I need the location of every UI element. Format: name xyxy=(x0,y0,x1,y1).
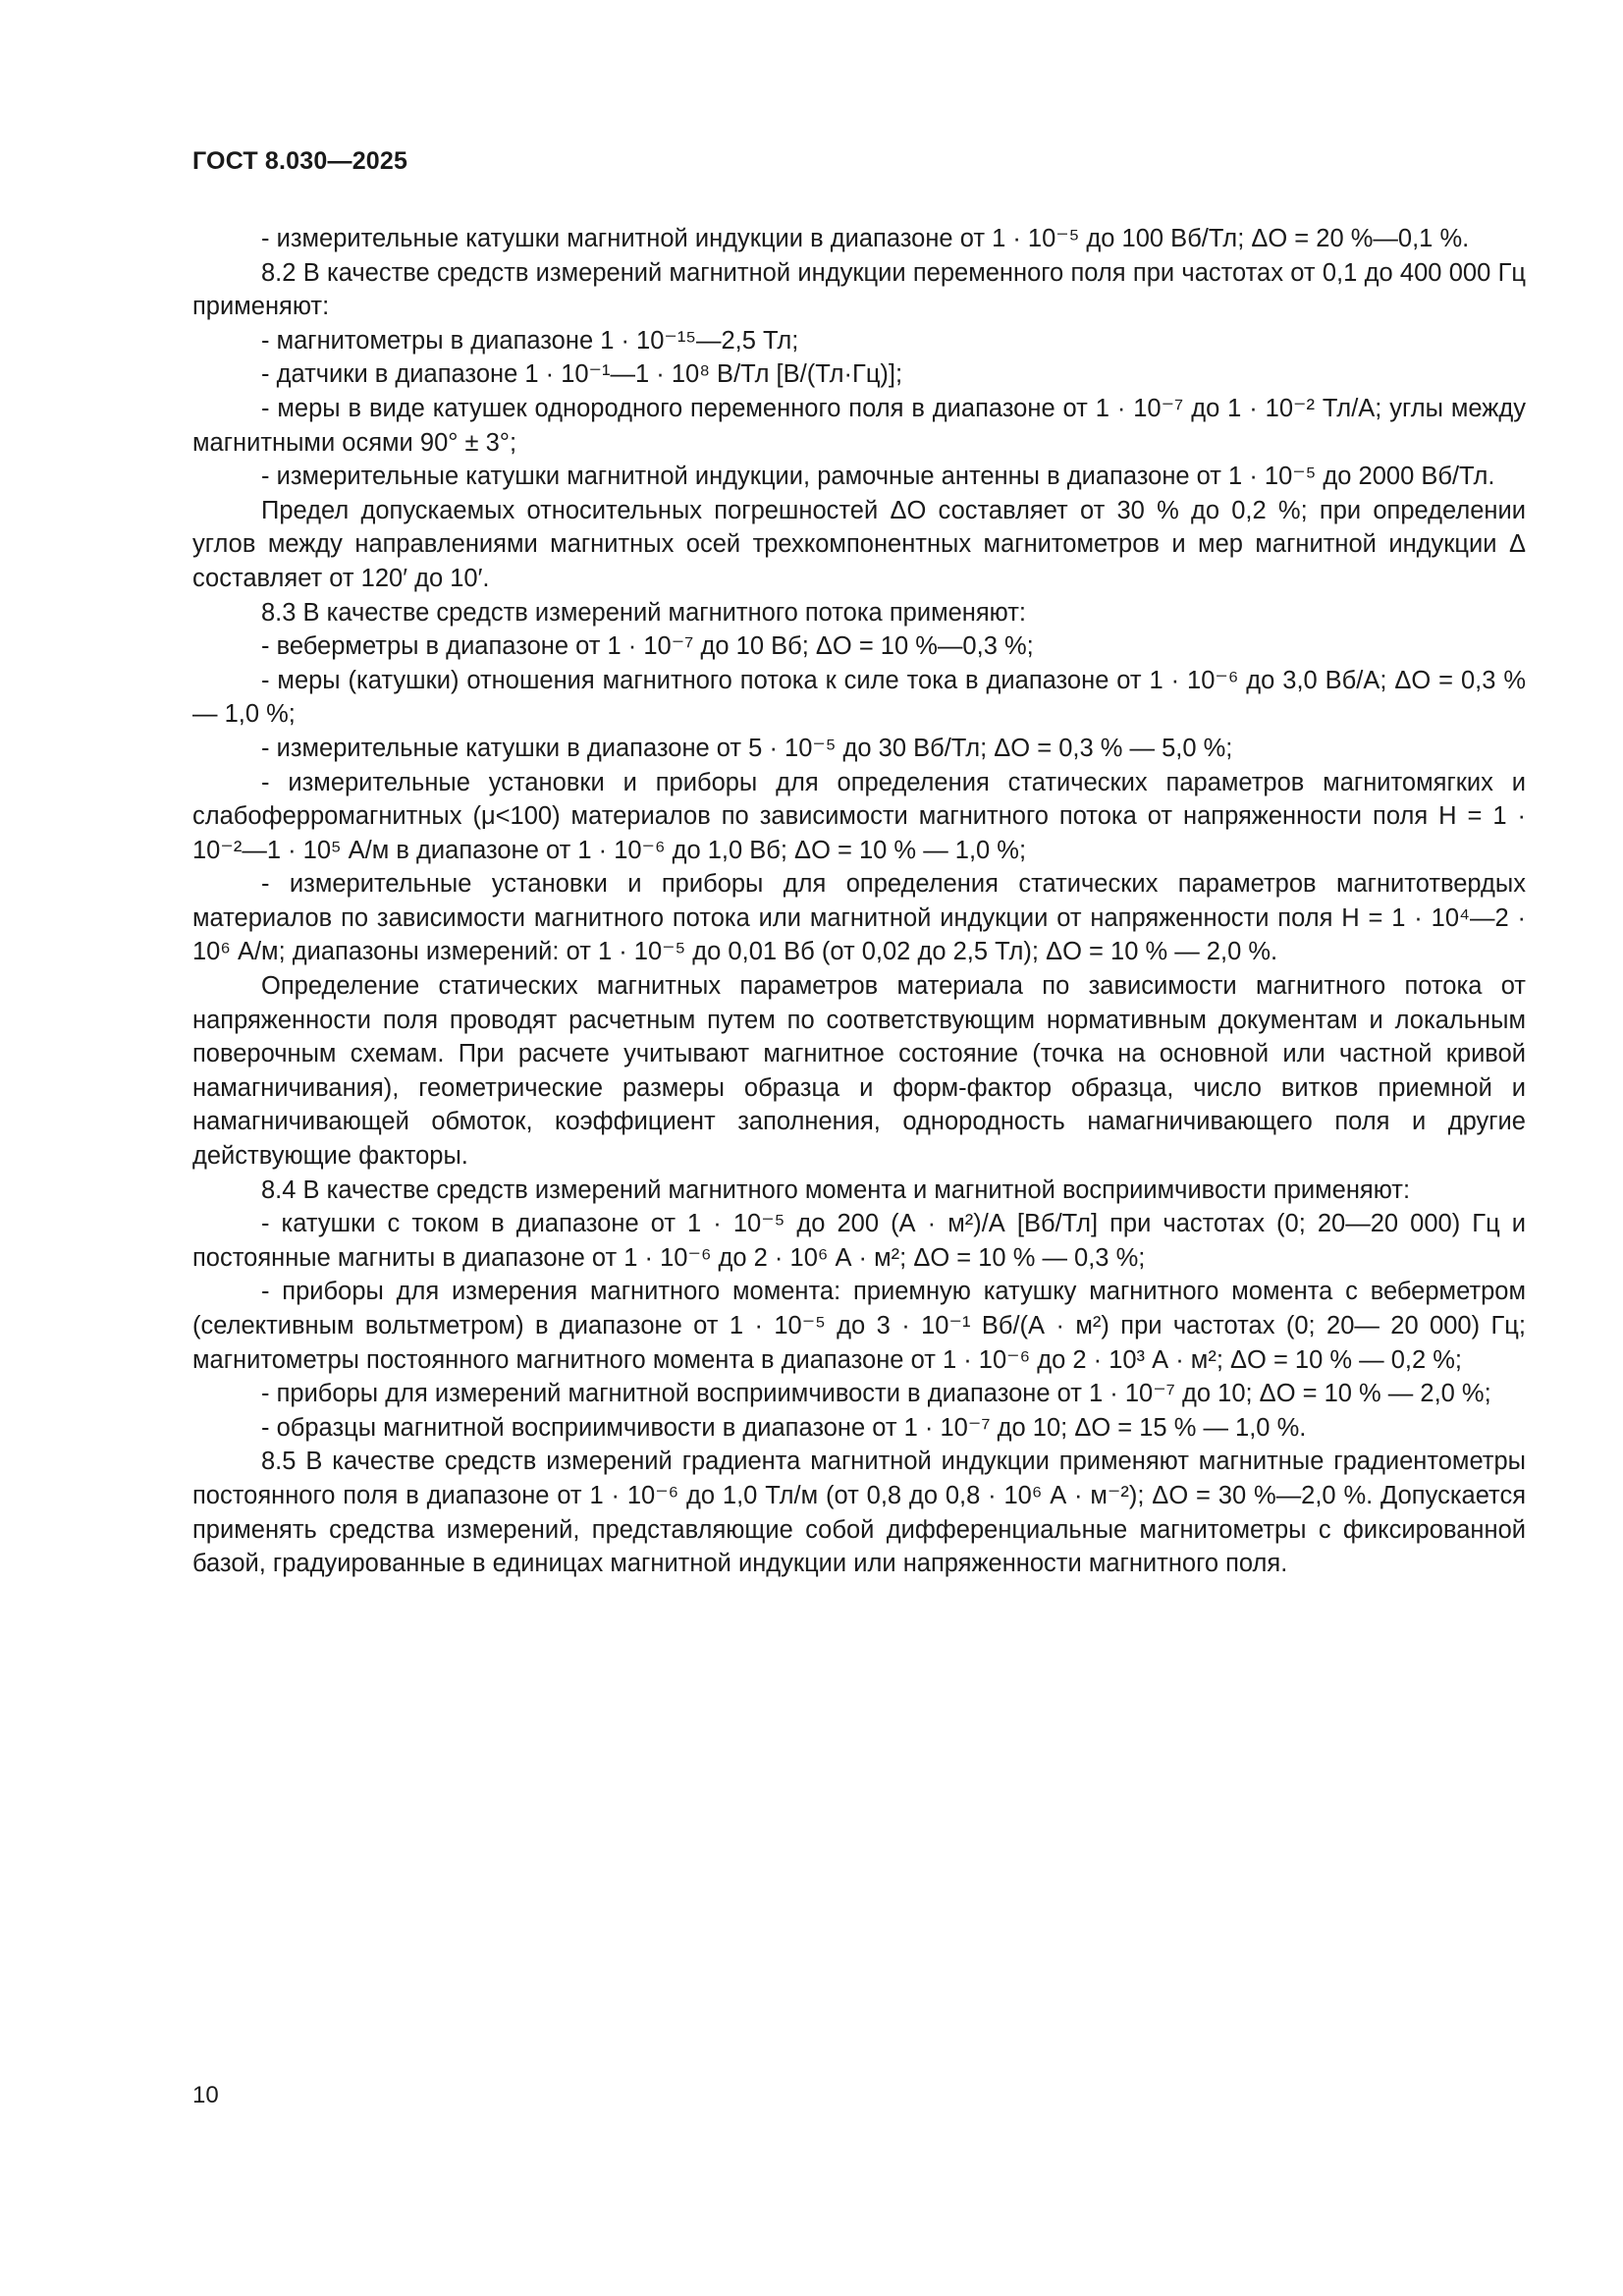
paragraph: - измерительные катушки в диапазоне от 5 · 10⁻⁵ до 30 Вб/Тл; ΔO = 0,3 % — 5,0 %; xyxy=(261,734,1233,762)
page-number: 10 xyxy=(192,2082,219,2108)
paragraph: - катушки с током в диапазоне от 1 · 10⁻⁵ до 200 (А · м²)/А [Вб/Тл] при частотах (0; 20—20 000) Гц и постоянные магниты в диапазоне от 1 · 10⁻⁶ до 2 · 10⁶ А · м²; ΔO = 10 % — 0,3 %; xyxy=(192,1210,1526,1272)
paragraph: - меры в виде катушек однородного переменного поля в диапазоне от 1 · 10⁻⁷ до 1 · 10⁻² Тл/А; углы между магнитными осями 90° ± 3°; xyxy=(192,394,1526,457)
paragraph: - датчики в диапазоне 1 · 10⁻¹—1 · 10⁸ В/Тл [В/(Тл·Гц)]; xyxy=(261,360,903,389)
paragraph: - образцы магнитной восприимчивости в диапазоне от 1 · 10⁻⁷ до 10; ΔO = 15 % — 1,0 %. xyxy=(261,1413,1307,1442)
paragraph: 8.4 В качестве средств измерений магнитного момента и магнитной восприимчивости применяют: xyxy=(261,1175,1411,1204)
paragraph: - приборы для измерения магнитного момента: приемную катушку магнитного момента с веберметром (селективным вольтметром) в диапазоне от 1 · 10⁻⁵ до 3 · 10⁻¹ Вб/(А · м²) при частотах (0; 20— 20 000) Гц; магнитометры постоянного магнитного момента в диапазоне от 1 · 10⁻⁶ до 2 · 10³ А · м²; ΔO = 10 % — 0,2 %; xyxy=(192,1278,1526,1374)
paragraph: Определение статических магнитных параметров материала по зависимости магнитного потока от напряженности поля проводят расчетным путем по соответствующим нормативным документам и локальным поверочным схемам. При расчете учитывают магнитное состояние (точка на основной или частной кривой намагничивания), геометрические размеры образца и форм-фактор образца, число витков приемной и намагничивающей обмоток, коэффициент заполнения, однородность намагничивающего поля и другие действующие факторы. xyxy=(192,972,1526,1171)
paragraph: 8.5 В качестве средств измерений градиента магнитной индукции применяют магнитные градиентометры постоянного поля в диапазоне от 1 · 10⁻⁶ до 1,0 Тл/м (от 0,8 до 0,8 · 10⁶ А · м⁻²); ΔO = 30 %—2,0 %. Допускается применять средства измерений, представляющие собой дифференциальные магнитометры с фиксированной базой, градуированные в единицах магнитной индукции или напряженности магнитного поля. xyxy=(192,1448,1526,1578)
paragraph: - веберметры в диапазоне от 1 · 10⁻⁷ до 10 Вб; ΔO = 10 %—0,3 %; xyxy=(261,632,1034,661)
paragraph: 8.2 В качестве средств измерений магнитной индукции переменного поля при частотах от 0,1 до 400 000 Гц применяют: xyxy=(192,258,1526,321)
paragraph: - меры (катушки) отношения магнитного потока к силе тока в диапазоне от 1 · 10⁻⁶ до 3,0 Вб/А; ΔO = 0,3 % — 1,0 %; xyxy=(192,666,1526,729)
paragraph: - приборы для измерений магнитной восприимчивости в диапазоне от 1 · 10⁻⁷ до 10; ΔO = 10 % — 2,0 %; xyxy=(261,1380,1491,1408)
paragraph: - измерительные катушки магнитной индукции в диапазоне от 1 · 10⁻⁵ до 100 Вб/Тл; ΔO = 20 %—0,1 %. xyxy=(261,225,1470,252)
paragraph: 8.3 В качестве средств измерений магнитного потока применяют: xyxy=(261,598,1026,627)
paragraph: - измерительные установки и приборы для определения статических параметров магнитотвердых материалов по зависимости магнитного потока или магнитной индукции от напряженности поля H = 1 · 10⁴—2 · 10⁶ А/м; диапазоны измерений: от 1 · 10⁻⁵ до 0,01 Вб (от 0,02 до 2,5 Тл); ΔO = 10 % — 2,0 %. xyxy=(192,870,1526,966)
document-header: ГОСТ 8.030—2025 xyxy=(192,147,408,175)
document-body xyxy=(192,222,1526,1581)
paragraph: - измерительные катушки магнитной индукции, рамочные антенны в диапазоне от 1 · 10⁻⁵ до 2000 Вб/Тл. xyxy=(261,463,1495,491)
paragraph: - магнитометры в диапазоне 1 · 10⁻¹⁵—2,5 Тл; xyxy=(261,326,799,355)
paragraph: - измерительные установки и приборы для определения статических параметров магнитомягких и слабоферромагнитных (μ<100) материалов по зависимости магнитного потока от напряженности поля H = 1 · 10⁻²—1 · 10⁵ А/м в диапазоне от 1 · 10⁻⁶ до 1,0 Вб; ΔO = 10 % — 1,0 %; xyxy=(192,768,1526,864)
paragraph: Предел допускаемых относительных погрешностей ΔO составляет от 30 % до 0,2 %; при определении углов между направлениями магнитных осей трехкомпонентных магнитометров и мер магнитной индукции Δ составляет от 120′ до 10′. xyxy=(192,496,1526,592)
